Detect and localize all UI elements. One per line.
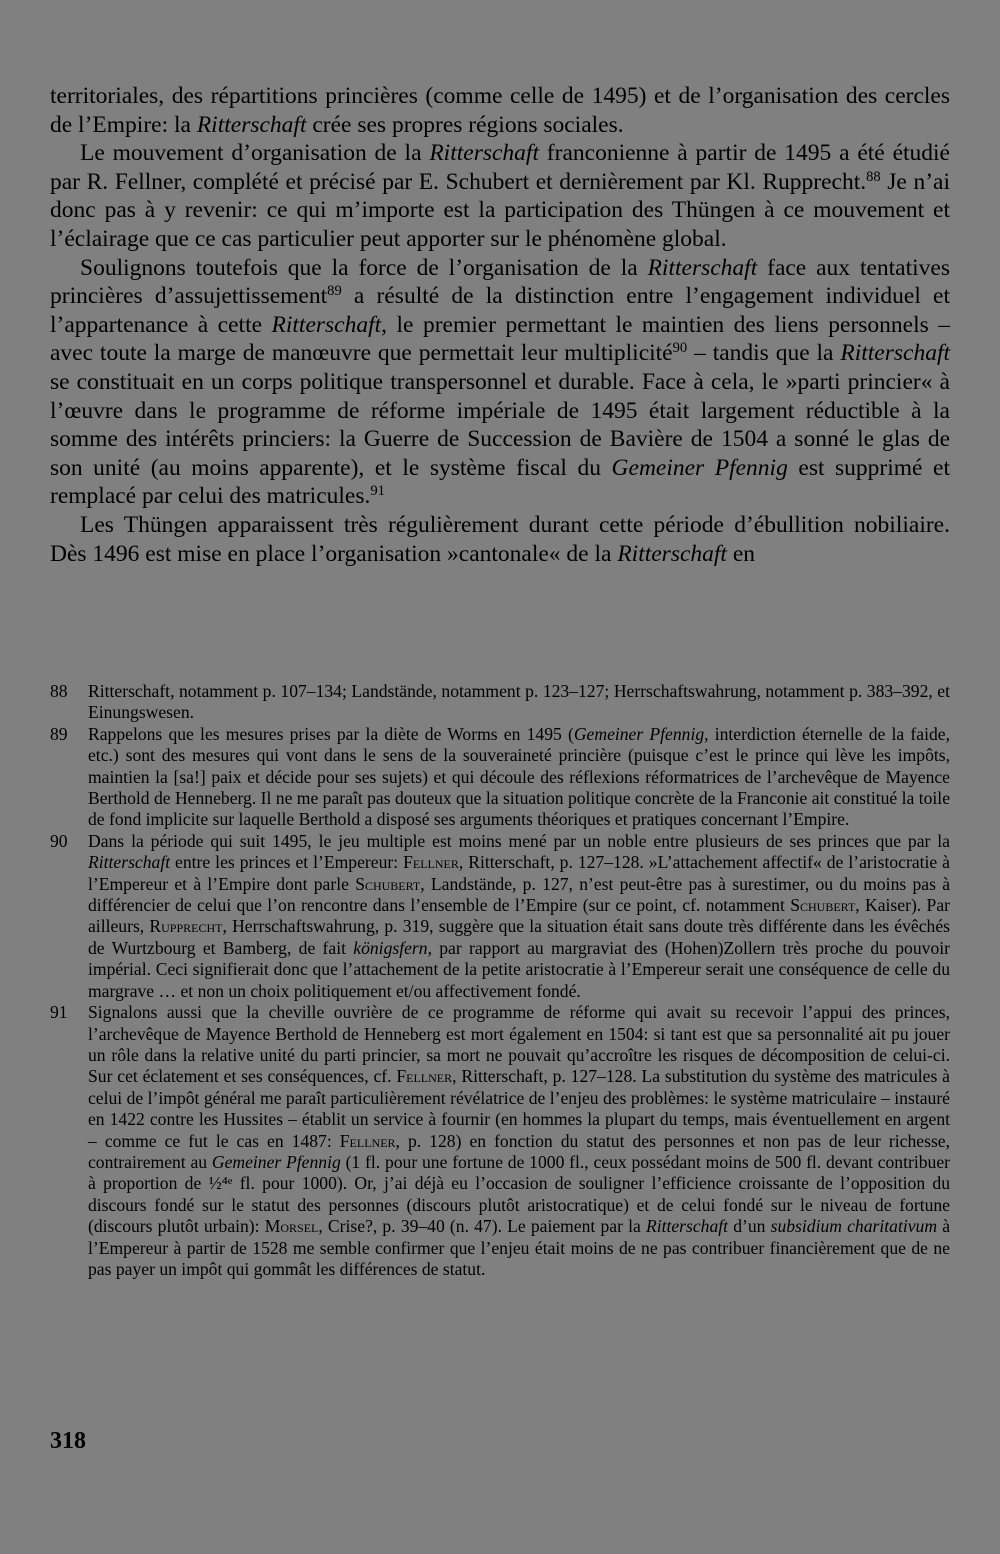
text-run: Ritterschaft, notamment p. 107–134; Landstände, notamment p. 123–127; Herrschaftswahrung, notamment p. 383–392, et Einungswesen.	[88, 681, 950, 723]
italic-run: Ritterschaft	[645, 1216, 729, 1237]
text-run: Le mouvement d’organisation de la	[80, 140, 430, 167]
italic-run: Ritterschaft	[840, 340, 951, 367]
text-run: , par rapport au margraviat des (Hohen)Zollern très proche du pouvoir impérial. Ceci signifierait donc que l’attachement de la petite aristocratie à l’Empereur serait une conséquence de celle du margrave … et non un choix politiquement et/ou affectivement fondé.	[88, 937, 950, 1001]
text-run: franconienne à partir de 1495 a été étudié par R. Fellner, complété et précisé par E. Schubert et dernièrement par Kl. Rupprecht.	[50, 140, 950, 195]
italic-run: Gemeiner Pfennig	[611, 454, 788, 481]
text-run: Rappelons que les mesures prises par la diète de Worms en 1495 (	[88, 723, 574, 744]
text-run: Je n’ai donc pas à y revenir: ce qui m’importe est la participation des Thüngen à ce mouvement et l’éclairage que ce cas particulier peut apporter sur le phénomène global.	[50, 168, 950, 252]
text-run: , Landstände, p. 127, n’est peut-être pas à surestimer, ou du moins pas à différencier de celui que l’on rencontre dans l’ensemble de l’Empire (sur ce point, cf. notamment	[88, 873, 950, 916]
footnotes	[50, 681, 950, 1280]
text-run: en	[726, 540, 756, 567]
text-run: est supprimé et remplacé par celui des matricules.	[50, 454, 950, 510]
italic-run: Ritterschaft	[271, 311, 382, 338]
text-run: , le premier permettant le maintien des liens personnels – avec toute la marge de manœuvre que permettait leur multiplicité	[50, 311, 951, 367]
page-content	[50, 82, 950, 568]
text-run: , Crise?, p. 39–40 (n. 47). Le paiement par la	[318, 1216, 646, 1237]
paragraph	[50, 254, 950, 511]
footnote-number: 91	[50, 1002, 68, 1023]
footnote-number: 88	[50, 681, 68, 701]
author-name: Fellner	[339, 1130, 396, 1151]
text-run: d’un	[728, 1216, 771, 1237]
text-run: Dans la période qui suit 1495, le jeu multiple est moins mené par un noble entre plusieurs de ses princes que par la	[88, 830, 950, 851]
paragraph	[50, 511, 950, 568]
footnote-reference: 89	[327, 283, 342, 300]
italic-run: Ritterschaft	[88, 852, 171, 873]
footnote-reference: 91	[370, 483, 385, 500]
text-run: se constituait en un corps politique transpersonnel et durable. Face à cela, le »parti princier« à l’œuvre dans le programme de réforme impériale de 1495 était largement réductible à la somme des intérêts princiers: la Guerre de Succession de Bavière de 1504 a sonné le glas de son unité (au moins apparente), et le système fiscal du	[50, 368, 950, 481]
italic-run: subsidium charitativum	[770, 1216, 938, 1237]
text-run: à l’Empereur à partir de 1528 me semble confirmer que l’enjeu était moins de ne pas contribuer financièrement que de ne pas payer un impôt qui gommât les différences de statut.	[88, 1216, 951, 1279]
text-run: , Kaiser). Par ailleurs,	[88, 895, 950, 937]
text-run: , Ritterschaft, p. 127–128. La substitution du système des matricules à celui de l’impôt général me paraît particulièrement révélatrice de l’enjeu des problèmes: le système matriculaire – instauré en 1422 contre les Hussites – établit un service à fournir (en hommes la plupart du temps, mais éventuellement en argent – comme ce fut le cas en 1487:	[88, 1066, 950, 1151]
italic-run: Ritterschaft	[196, 111, 307, 138]
footnote-text	[88, 1002, 950, 1280]
footnote-text	[88, 724, 950, 831]
footnote	[50, 681, 950, 724]
text-run: (1 fl. pour une fortune de 1000 fl., ceux possédant moins de 500 fl. devant contribuer à proportion de ½⁴ᵉ fl. pour 1000). Or, j’ai déjà eu l’occasion de souligner l’efficience croissante de l’opposition du discours fondé sur le statut des personnes (discours plutôt aristocratique) et de celui fondé sur le niveau de fortune (discours plutôt urbain):	[88, 1151, 950, 1237]
footnote	[50, 831, 950, 1002]
text-run: Signalons aussi que la cheville ouvrière de ce programme de réforme qui avait su recevoir l’appui des princes, l’archevêque de Mayence Berthold de Henneberg est mort également en 1504: si tant est que sa personnalité ait pu jouer un rôle dans la relative unité du parti princier, sa mort ne pouvait qu’accroître les risques de décomposition de celui-ci. Sur cet éclatement et ses conséquences, cf.	[88, 1002, 950, 1087]
italic-run: Ritterschaft	[429, 140, 539, 167]
text-run: territoriales, des répartitions princières (comme celle de 1495) et de l’organisation des cercles de l’Empire: la	[50, 83, 950, 138]
page-number: 318	[50, 1428, 86, 1454]
italic-run: Gemeiner Pfennig	[573, 723, 705, 744]
author-name: Fellner	[396, 1066, 453, 1087]
footnote-number: 89	[50, 723, 68, 744]
italic-run: Ritterschaft	[617, 540, 727, 567]
text-run: , Ritterschaft, p. 127–128. »L’attachement affectif« de l’aristocratie à l’Empereur et à l’Empire dont parle	[88, 852, 950, 894]
footnote-text	[88, 831, 950, 1002]
author-name: Schubert	[790, 895, 856, 916]
footnote	[50, 724, 950, 831]
footnote	[50, 1002, 950, 1280]
text-run: Soulignons toutefois que la force de l’organisation de la	[80, 254, 648, 281]
text-run: Les Thüngen apparaissent très régulièrement durant cette période d’ébullition nobiliaire. Dès 1496 est mise en place l’organisation »cantonale« de la	[50, 511, 950, 567]
text-run: entre les princes et l’Empereur:	[170, 852, 404, 873]
italic-run: Ritterschaft	[647, 254, 758, 281]
text-run: face aux tentatives princières d’assujettissement	[50, 254, 950, 310]
author-name: Rupprecht	[149, 916, 223, 937]
italic-run: königsfern	[353, 937, 428, 958]
author-name: Fellner	[403, 852, 459, 873]
text-run: crée ses propres régions sociales.	[306, 111, 624, 138]
paragraph	[50, 139, 950, 253]
author-name: Schubert	[355, 873, 421, 894]
footnote-reference: 90	[672, 340, 688, 357]
author-name: Morsel	[264, 1216, 319, 1237]
text-run: , Herrschaftswahrung, p. 319, suggère que la situation était sans doute très différente dans les évêchés de Wurtzbourg et Bamberg, de fait	[88, 916, 950, 958]
paragraph	[50, 82, 950, 139]
text-run: , p. 128) en fonction du statut des personnes et non pas de leur richesse, contrairement au	[88, 1130, 950, 1172]
footnote-reference: 88	[866, 168, 881, 185]
footnote-text	[88, 681, 950, 724]
body-text	[50, 82, 950, 568]
text-run: , interdiction éternelle de la faide, etc.) sont des mesures qui vont dans le sens de la souveraineté princière (puisque c’est le prince qui lève les impôts, maintien la [sa!] paix et décide pour ses sujets) et qui découle des réflexions réformatrices de l’archevêque de Mayence Berthold de Henneberg. Il ne me paraît pas douteux que la situation politique concrète de la Franconie ait constitué la toile de fond implicite sur laquelle Berthold a disposé ses arguments théoriques et pratiques concernant l’Empire.	[88, 723, 950, 830]
text-run: – tandis que la	[687, 340, 841, 367]
footnote-number: 90	[50, 830, 68, 851]
italic-run: Gemeiner Pfennig	[211, 1151, 341, 1172]
text-run: a résulté de la distinction entre l’engagement individuel et l’appartenance à cette	[50, 283, 950, 338]
